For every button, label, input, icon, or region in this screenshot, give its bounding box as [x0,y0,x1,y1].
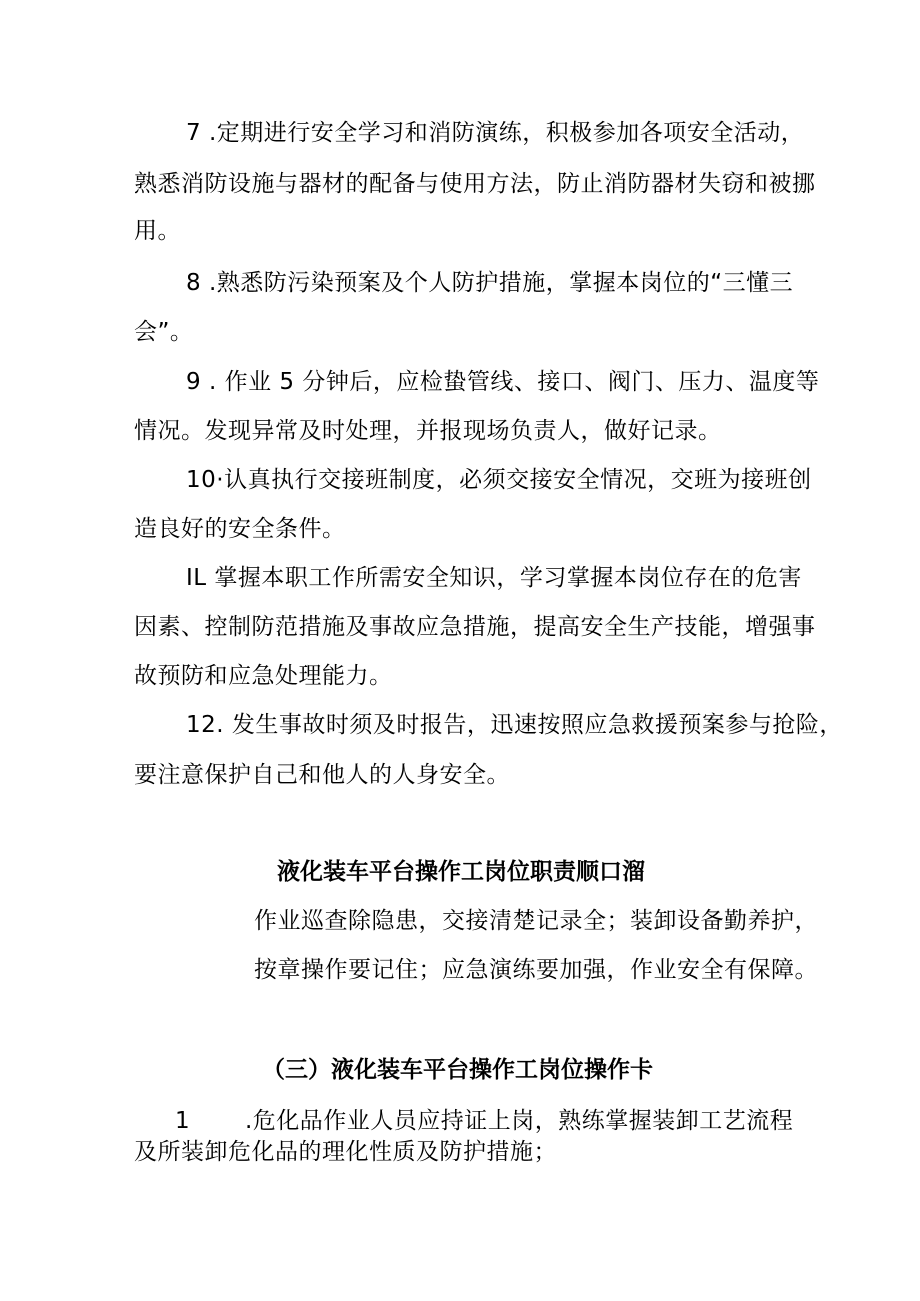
item-9-line-1: 9 . 作业 5 分钟后，应检蛰管线、接口、阀门、压力、温度等 [186,369,820,395]
item-8-line-1: 8 .熟悉防污染预案及个人防护措施，掌握本岗位的“三懂三 [186,270,794,296]
item-11-line-1: IL 掌握本职工作所需安全知识，学习掌握本岗位存在的危害 [186,565,802,591]
item-12-line-2: 要注意保护自己和他人的人身安全。 [134,762,510,788]
item-7-line-1: 7 .定期进行安全学习和消防演练，积极参加各项安全活动， [186,120,805,146]
item-7-line-2: 熟悉消防设施与器材的配备与使用方法，防止消防器材失窃和被挪 [134,171,816,197]
item-7-line-3: 用。 [134,218,181,244]
rhyme-line-2: 按章操作要记住；应急演练要加强，作业安全有保障。 [254,957,818,983]
item-11-line-2: 因素、控制防范措施及事故应急措施，提高安全生产技能，增强事 [134,614,816,640]
item-10-line-1: 10·认真执行交接班制度，必须交接安全情况，交班为接班创 [186,467,812,493]
section-item-line-1: .危化品作业人员应持证上岗，熟练掌握装卸工艺流程 [245,1108,794,1134]
item-9-line-2: 情况。发现异常及时处理，并报现场负责人，做好记录。 [134,418,722,444]
rhyme-title: 液化装车平台操作工岗位职责顺口溜 [277,859,645,885]
section-title: （三）液化装车平台操作工岗位操作卡 [262,1057,653,1083]
section-item-number: 1 [175,1108,191,1134]
item-8-line-2: 会”。 [134,319,194,345]
item-10-line-2: 造良好的安全条件。 [134,516,346,542]
item-12-line-1: 12. 发生事故时须及时报告，迅速按照应急救援预案参与抢险， [186,712,843,738]
item-11-line-3: 故预防和应急处理能力。 [134,663,393,689]
rhyme-line-1: 作业巡查除隐患，交接清楚记录全；装卸设备勤养护， [254,908,818,934]
section-item-line-2: 及所装卸危化品的理化性质及防护措施； [134,1139,557,1165]
